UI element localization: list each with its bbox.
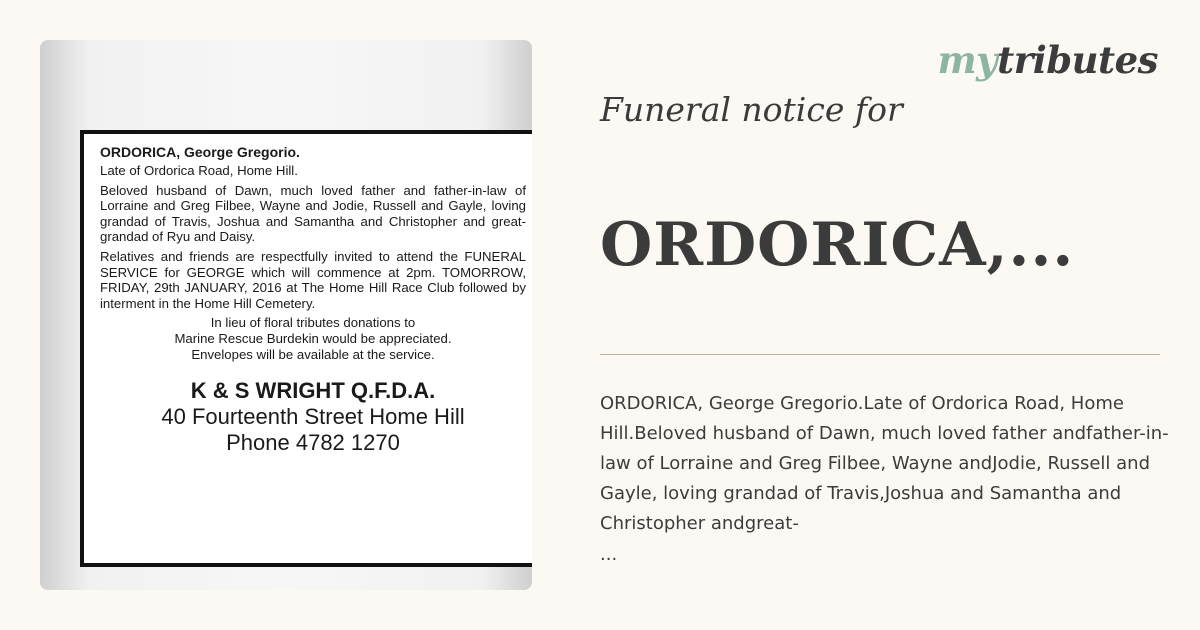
- excerpt-ellipsis: ...: [600, 544, 618, 565]
- notice-kicker: Funeral notice for: [600, 90, 903, 129]
- notice-late-of: Late of Ordorica Road, Home Hill.: [100, 163, 298, 178]
- notice-deceased-name: ORDORICA, George Gregorio.: [100, 144, 300, 160]
- deceased-name-heading: ORDORICA,...: [600, 210, 1075, 280]
- logo-part-my: my: [937, 38, 998, 82]
- notice-excerpt: ORDORICA, George Gregorio.Late of Ordorica Road, Home Hill.Beloved husband of Dawn, much loved father andfather-in-law of Lorraine and Greg Filbee, Wayne andJodie, Russell and Gayle, loving grandad of Travis,Joshua and Samantha and Christopher andgreat-: [600, 393, 1169, 534]
- notice-image-card: [40, 40, 532, 590]
- section-divider: [600, 354, 1160, 355]
- notice-service-details: Relatives and friends are respectfully invited to attend the FUNERAL SERVICE for GEORGE which will commence at 2pm. TOMORROW, FRIDAY, 29th JANUARY, 2016 at The Home Hill Race Club followed by interment in the Home Hill Cemetery.: [100, 248, 526, 311]
- director-name: K & S WRIGHT Q.F.D.A.: [190, 378, 436, 404]
- director-phone: Phone 4782 1270: [226, 430, 400, 456]
- notice-donations-line-1: In lieu of floral tributes donations to: [210, 315, 416, 331]
- funeral-notice-clipping: [80, 130, 532, 567]
- logo-part-tributes: tributes: [997, 38, 1158, 82]
- notice-family: Beloved husband of Dawn, much loved father and father-in-law of Lorraine and Greg Filbee, Wayne and Jodie, Russell and Gayle, loving grandad of Travis, Joshua and Samantha and Christopher and great-grandad of Ryu and Daisy.: [100, 182, 526, 245]
- notice-funeral-director: [100, 378, 526, 456]
- notice-donations-line-2: Marine Rescue Burdekin would be appreciated.: [174, 330, 452, 346]
- mytributes-logo[interactable]: [937, 38, 1158, 82]
- notice-donations-line-3: Envelopes will be available at the service.: [191, 346, 435, 362]
- director-address: 40 Fourteenth Street Home Hill: [161, 404, 465, 430]
